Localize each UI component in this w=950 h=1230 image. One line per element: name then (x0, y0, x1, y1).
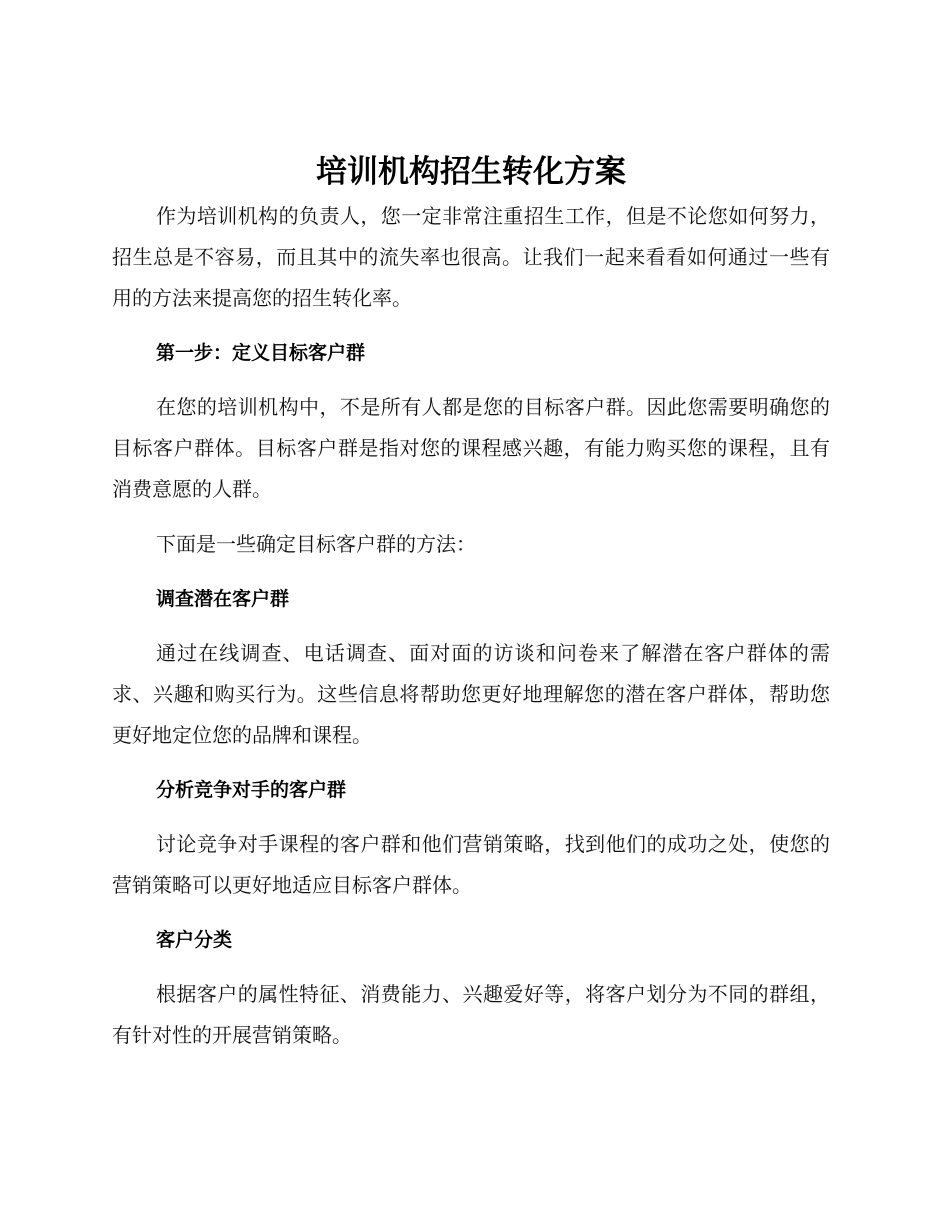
document-page (112, 148, 830, 1056)
competitor-heading: 分析竞争对手的客户群 (156, 779, 347, 801)
survey-paragraph: 通过在线调查、电话调查、面对面的访谈和问卷来了解潜在客户群体的需求、兴趣和购买行为。这些信息将帮助您更好地理解您的潜在客户群体，帮助您更好地定位您的品牌和课程。 (112, 641, 830, 747)
document-title: 培训机构招生转化方案 (316, 154, 626, 190)
methods-intro-paragraph: 下面是一些确定目标客户群的方法： (156, 532, 476, 556)
step-one-heading: 第一步：定义目标客户群 (156, 342, 366, 364)
target-customer-paragraph: 在您的培训机构中，不是所有人都是您的目标客户群。因此您需要明确您的目标客户群体。目标客户群是指对您的课程感兴趣，有能力购买您的课程，且有消费意愿的人群。 (112, 395, 830, 501)
classification-paragraph: 根据客户的属性特征、消费能力、兴趣爱好等，将客户划分为不同的群组，有针对性的开展营销策略。 (112, 982, 830, 1047)
competitor-paragraph: 讨论竞争对手课程的客户群和他们营销策略，找到他们的成功之处，使您的营销策略可以更好地适应目标客户群体。 (112, 832, 830, 897)
classification-heading: 客户分类 (156, 929, 233, 951)
intro-paragraph: 作为培训机构的负责人，您一定非常注重招生工作，但是不论您如何努力，招生总是不容易，而且其中的流失率也很高。让我们一起来看看如何通过一些有用的方法来提高您的招生转化率。 (112, 204, 830, 310)
survey-heading: 调查潜在客户群 (156, 588, 290, 610)
